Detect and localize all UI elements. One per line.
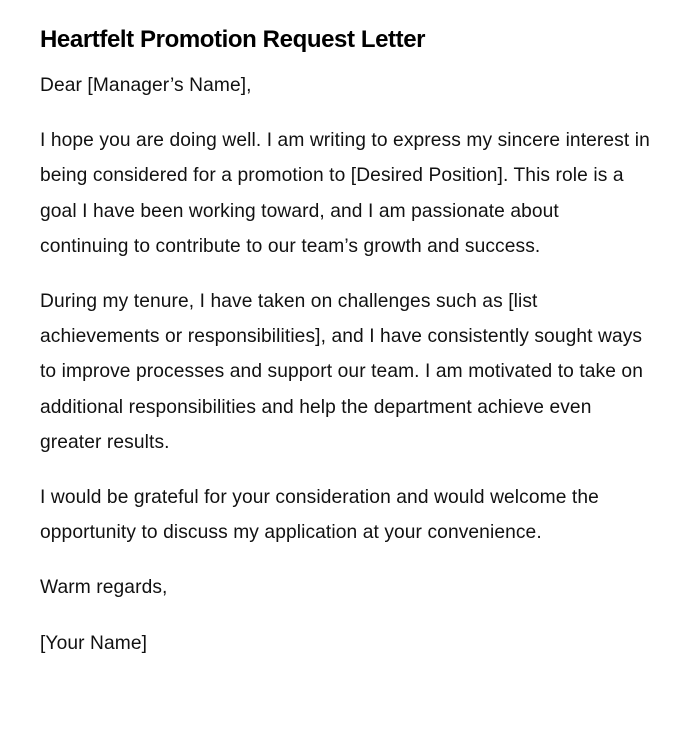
closing: Warm regards, — [40, 577, 168, 599]
signature: [Your Name] — [40, 632, 148, 654]
letter-title: Heartfelt Promotion Request Letter — [40, 26, 426, 53]
salutation: Dear [Manager’s Name], — [40, 75, 252, 96]
body-paragraph-1: I hope you are doing well. I am writing to express my sincere interest in being considered for a promotion to [Desired Position]. This role is a goal I have been working toward, and I am passionate about continuing to contribute to our team’s growth and success. — [40, 130, 650, 257]
body-paragraph-2: During my tenure, I have taken on challenges such as [list achievements or responsibilities], and I have consistently sought ways to improve processes and support our team. I am motivated to take on additional responsibilities and help the department achieve even greater results. — [40, 291, 643, 453]
letter-document — [40, 22, 650, 661]
body-paragraph-3: I would be grateful for your consideration and would welcome the opportunity to discuss my application at your convenience. — [40, 487, 599, 544]
